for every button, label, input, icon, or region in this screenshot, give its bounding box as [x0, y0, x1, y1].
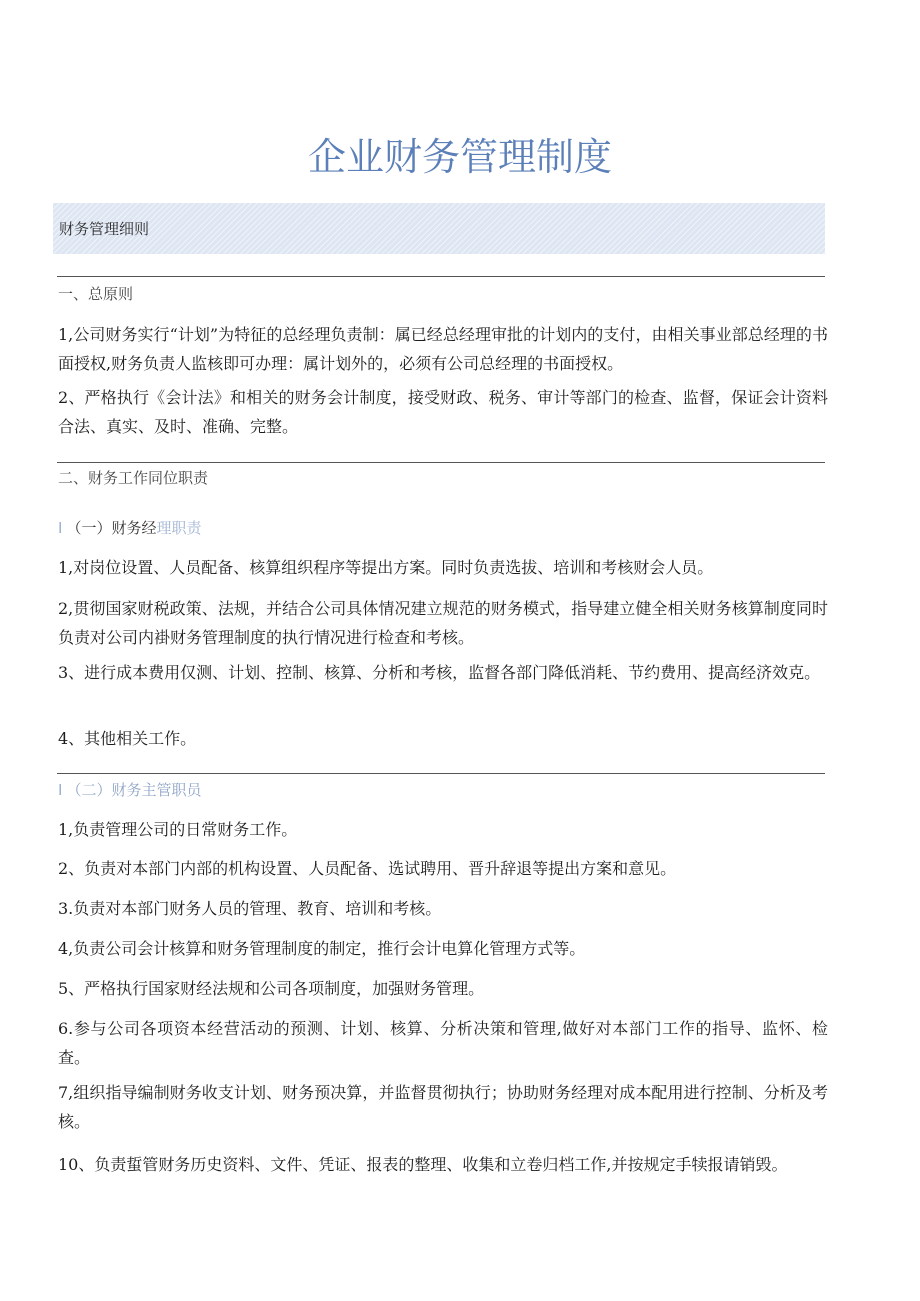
heading-bar-marker: I: [58, 781, 63, 799]
heading-bar-marker: I: [58, 519, 63, 537]
paragraph: 1,公司财务实行“计划”为特征的总经理负责制：属已经总经理审批的计划内的支付，由相关事业部总经理的书面授权,财务负责人监核即可办理：属计划外的，必须有公司总经理的书面授权。: [58, 325, 828, 373]
section-heading-duties: 二、财务工作同位职责: [58, 469, 209, 487]
paragraph: 10、负责蜇管财务历史资料、文件、凭证、报表的整理、收集和立卷归档工作,并按规定手犊报请销毁。: [58, 1155, 788, 1174]
paragraph: 7,组织指导编制财务收支计划、财务预决算，并监督贯彻执行；协助财务经理对成本配用进行控制、分析及考核。: [58, 1083, 828, 1131]
paragraph: 3、进行成本费用仅测、计划、控制、核算、分析和考核，监督各部门降低消耗、节约费用、提高经济效克。: [58, 663, 821, 682]
paragraph: 2、负责对本部门内部的机构设置、人员配备、选试聘用、晋升辞退等提出方案和意见。: [58, 859, 677, 878]
subsection-heading-text: （二）财务主管职员: [66, 781, 202, 799]
section-heading-principles: 一、总原则: [58, 285, 134, 303]
section-banner: [53, 203, 825, 254]
paragraph: 4,负责公司会计核算和财务管理制度的制定，推行会计电算化管理方式等。: [58, 939, 586, 958]
document-title: 企业财务管理制度: [307, 135, 612, 179]
subsection-heading-finance-supervisor: [58, 779, 201, 800]
banner-label: 财务管理细则: [59, 220, 150, 238]
paragraph: 1,负责管理公司的日常财务工作。: [58, 820, 298, 839]
paragraph: 5、严格执行国家财经法规和公司各项制度，加强财务管理。: [58, 979, 485, 998]
subsection-heading-finance-manager: [58, 517, 201, 538]
divider-line: [57, 773, 825, 774]
subsection-heading-pale: 理职责: [156, 519, 202, 537]
paragraph: 1,对岗位设置、人员配备、核算组织程序等提出方案。同时负责选拔、培训和考核财会人员。: [58, 558, 714, 577]
paragraph: 3.负责对本部门财务人员的管理、教育、培训和考核。: [58, 899, 442, 918]
divider-line: [57, 276, 825, 277]
paragraph: 2、严格执行《会计法》和相关的财务会计制度，接受财政、税务、审计等部门的检查、监督，保证会计资料合法、真实、及时、准确、完整。: [58, 388, 828, 436]
paragraph: 2,贯彻国家财税政策、法规，并结合公司具体情况建立规范的财务模式，指导建立健全相关财务核算制度同时负责对公司内褂财务管理制度的执行情况进行检查和考核。: [58, 599, 828, 647]
subsection-heading-dark: （一）财务经: [66, 519, 157, 537]
divider-line: [57, 462, 825, 463]
paragraph: 6.参与公司各项资本经营活动的预测、计划、核算、分析决策和管理,做好对本部门工作的指导、监怀、检查。: [58, 1019, 828, 1067]
paragraph: 4、其他相关工作。: [58, 729, 197, 748]
